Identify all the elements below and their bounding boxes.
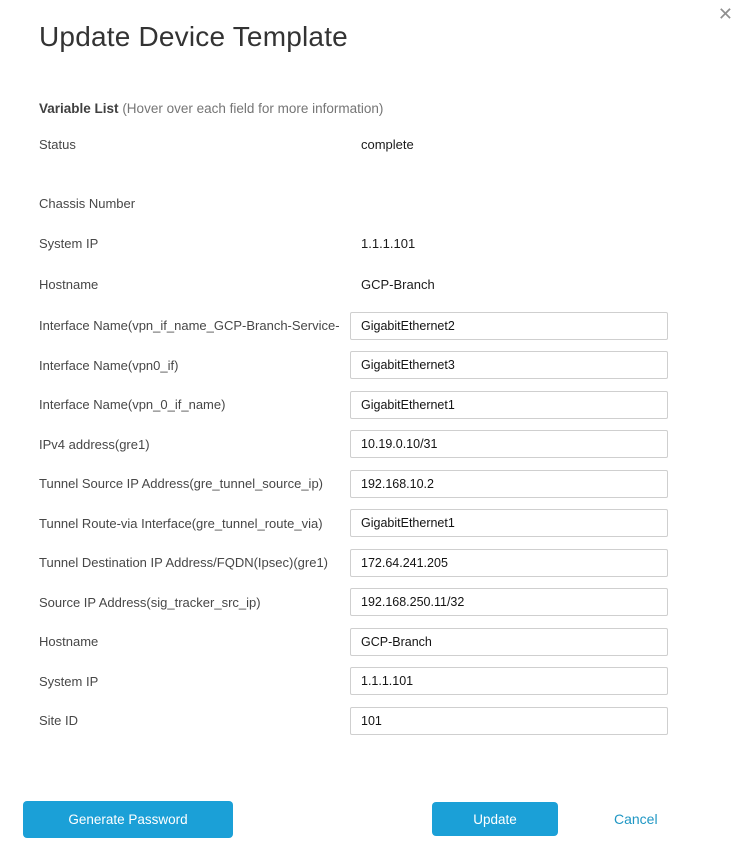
input-row	[39, 391, 668, 419]
variable-label: Interface Name(vpn_if_name_GCP-Branch-Service-	[39, 318, 340, 334]
input-row	[39, 588, 668, 616]
variable-input[interactable]	[350, 351, 668, 379]
variable-label: Hostname	[39, 634, 99, 650]
variable-list-hint: (Hover over each field for more information)	[122, 100, 384, 116]
input-row	[39, 628, 668, 656]
dialog-footer	[23, 801, 668, 838]
input-row	[39, 312, 668, 340]
variable-input[interactable]	[350, 430, 668, 458]
variable-label: Tunnel Route-via Interface(gre_tunnel_route_via)	[39, 515, 323, 531]
input-row	[39, 351, 668, 379]
static-row	[39, 237, 668, 251]
input-row	[39, 667, 668, 695]
static-row	[39, 197, 668, 211]
variable-label: Tunnel Source IP Address(gre_tunnel_source_ip)	[39, 476, 324, 492]
page-title: Update Device Template	[39, 21, 348, 52]
variable-label: Site ID	[39, 713, 79, 729]
input-row	[39, 509, 668, 537]
variable-value: 1.1.1.101	[361, 235, 416, 251]
variable-value: complete	[361, 136, 414, 152]
variable-value: GCP-Branch	[361, 276, 435, 292]
close-icon[interactable]: ✕	[717, 4, 733, 24]
variable-label: Hostname	[39, 277, 99, 292]
variable-label: Chassis Number	[39, 196, 136, 211]
variable-input[interactable]	[350, 509, 668, 537]
variable-label: System IP	[39, 673, 99, 689]
cancel-button[interactable]: Cancel	[614, 811, 658, 828]
static-row	[39, 138, 668, 152]
input-row	[39, 470, 668, 498]
variable-label: Status	[39, 137, 76, 152]
variable-label: Interface Name(vpn_0_if_name)	[39, 397, 226, 413]
variable-input[interactable]	[350, 312, 668, 340]
static-variable-rows	[39, 138, 668, 292]
variable-input[interactable]	[350, 588, 668, 616]
input-row	[39, 430, 668, 458]
variable-input[interactable]	[350, 549, 668, 577]
generate-password-button[interactable]: Generate Password	[23, 801, 233, 838]
variable-label: Source IP Address(sig_tracker_src_ip)	[39, 594, 261, 610]
input-row	[39, 707, 668, 735]
variable-input[interactable]	[350, 470, 668, 498]
variable-input[interactable]	[350, 628, 668, 656]
variable-label: Tunnel Destination IP Address/FQDN(Ipsec)(gre1)	[39, 555, 329, 571]
editable-variable-rows	[39, 312, 668, 735]
variable-label: IPv4 address(gre1)	[39, 436, 150, 452]
static-row	[39, 278, 668, 292]
variable-label: System IP	[39, 236, 99, 251]
variable-list-heading: Variable List	[39, 100, 119, 116]
variable-label: Interface Name(vpn0_if)	[39, 357, 179, 373]
input-row	[39, 549, 668, 577]
variable-list-header	[39, 101, 668, 117]
update-button[interactable]: Update	[432, 802, 558, 836]
variable-input[interactable]	[350, 707, 668, 735]
variable-input[interactable]	[350, 667, 668, 695]
variable-input[interactable]	[350, 391, 668, 419]
